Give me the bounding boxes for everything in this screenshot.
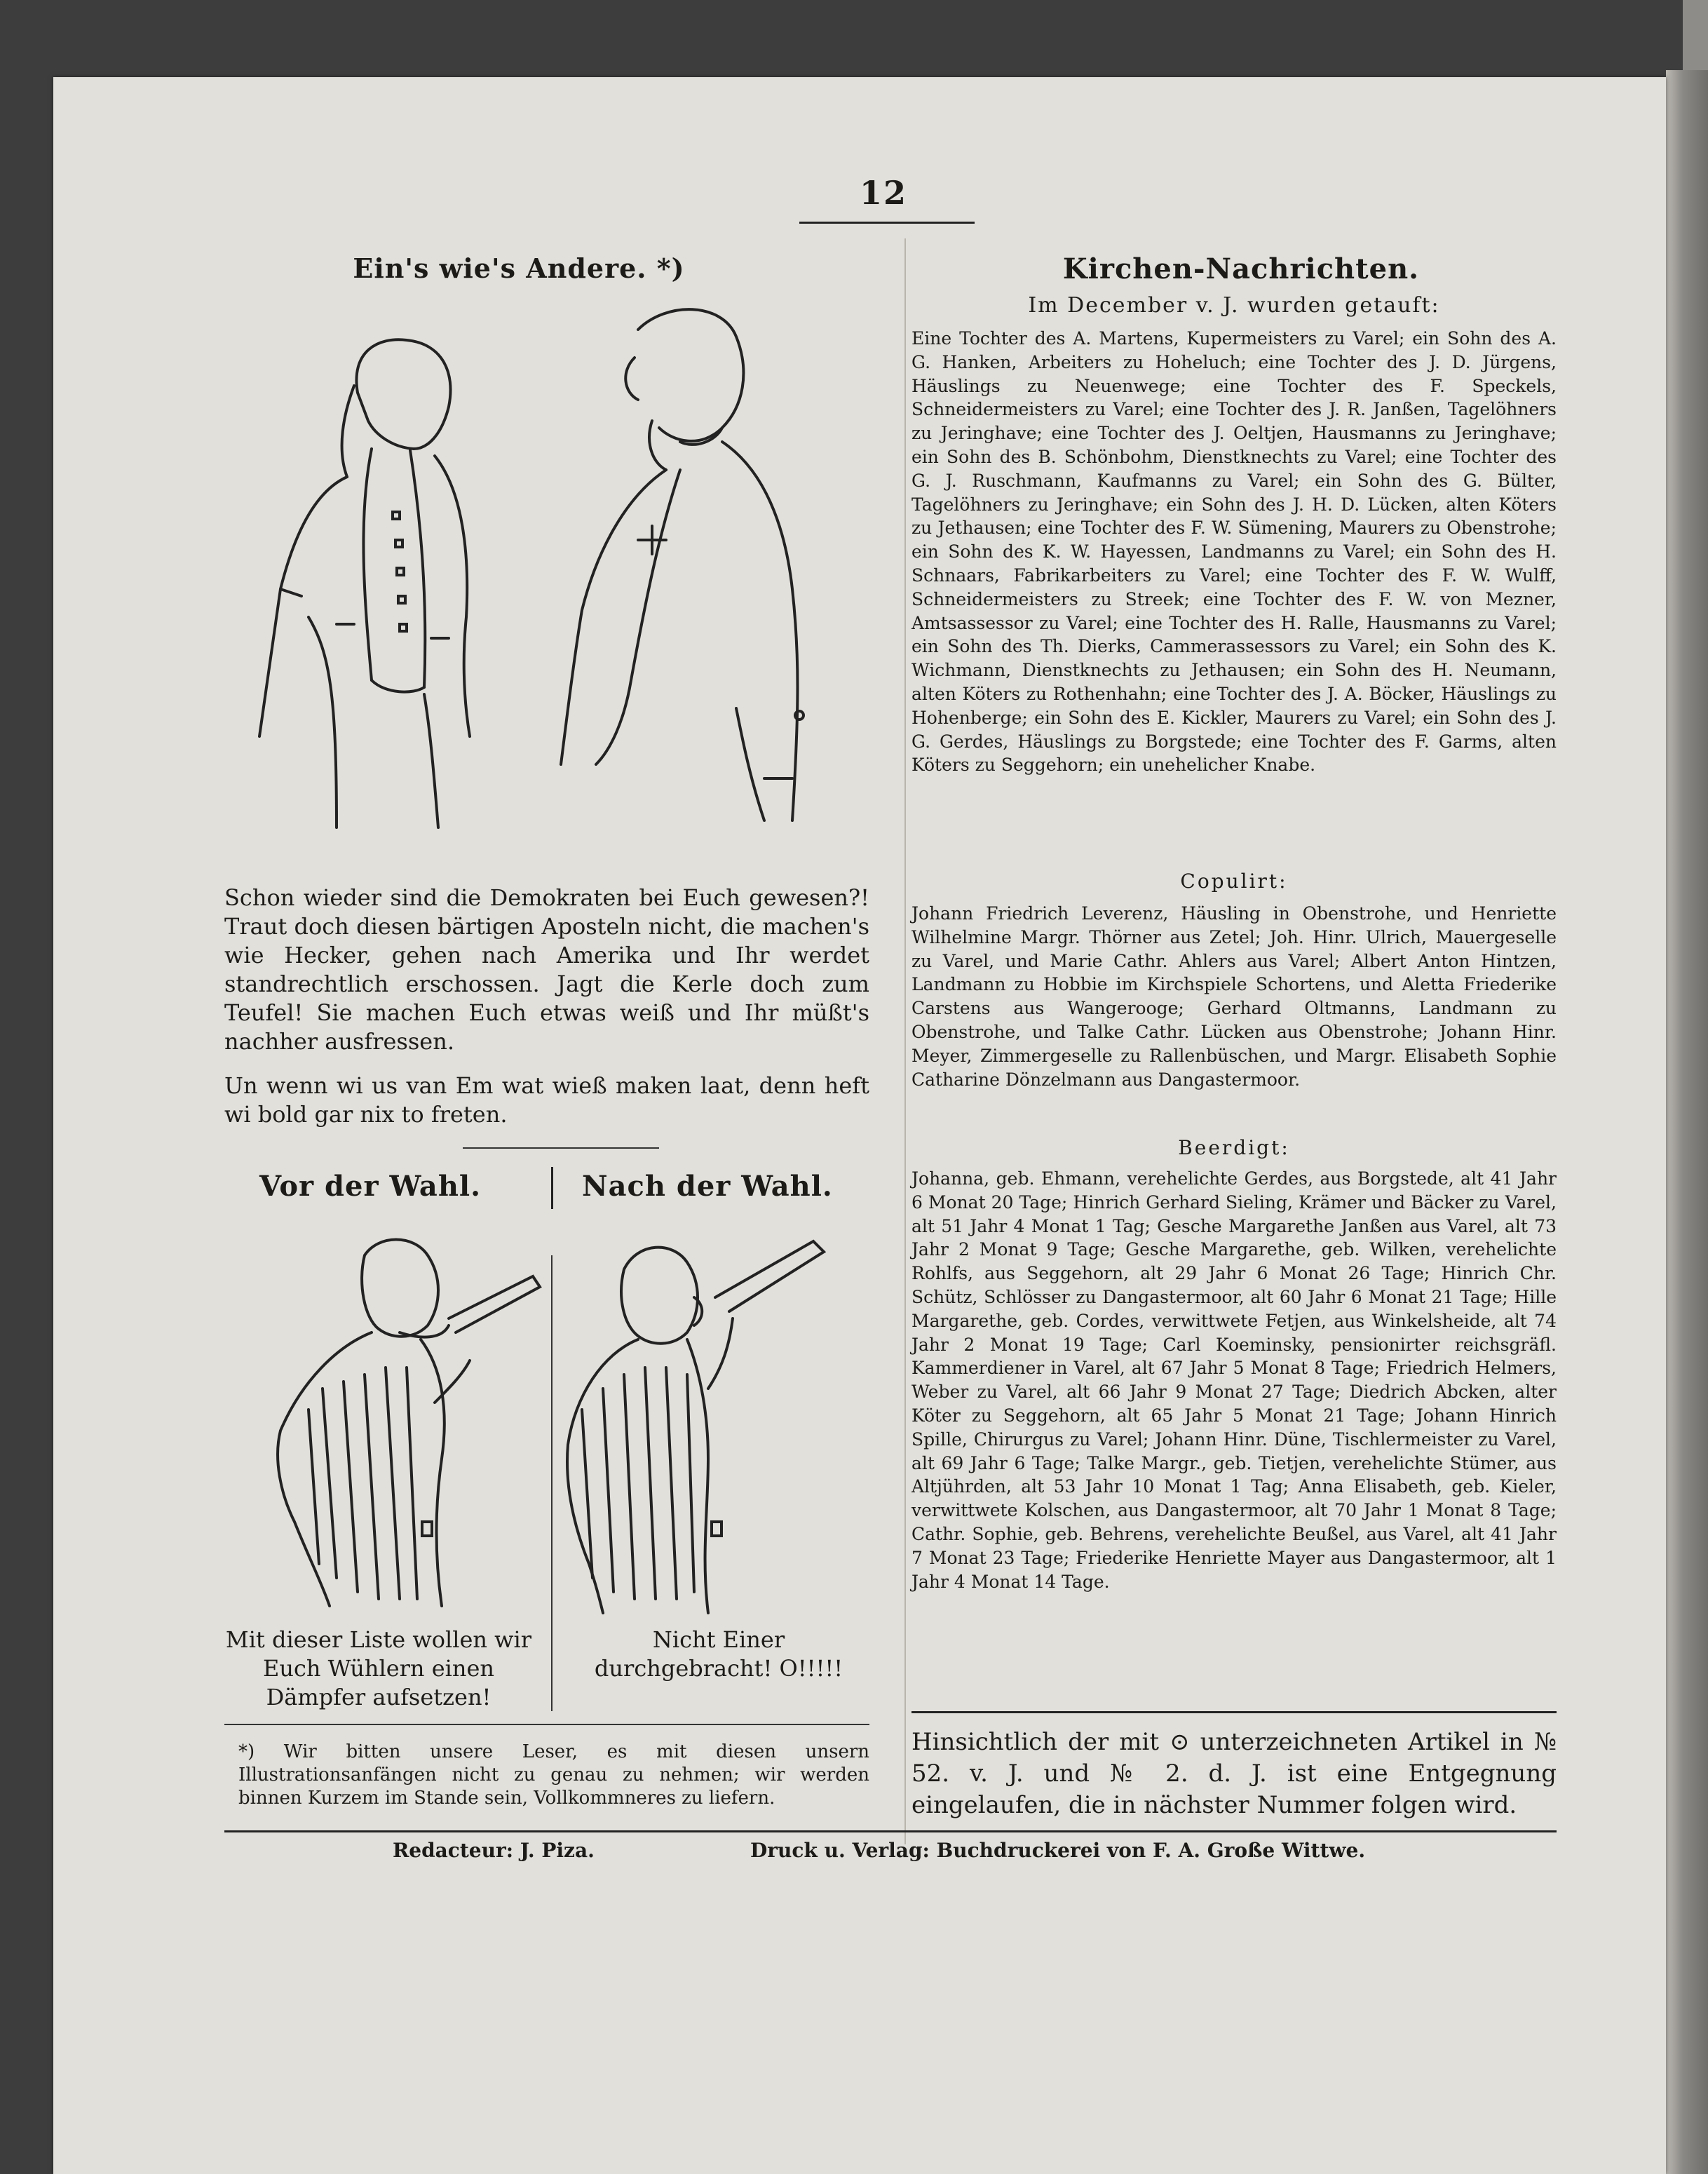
column-divider <box>904 238 906 1844</box>
page-number: 12 <box>859 174 907 212</box>
two-figures-illustration <box>231 288 848 835</box>
caption-after-election: Nicht Einer durchgebracht! O!!!!! <box>594 1626 843 1682</box>
publisher-line: Druck u. Verlag: Buchdruckerei von F. A. Große Wittwe. <box>750 1839 1366 1862</box>
baptism-list: Eine Tochter des A. Martens, Kupermeisters zu Varel; ein Sohn des A. G. Hanken, Arbeiters zu Hoheluch; eine Tochter des J. D. Jürgens, Häuslings zu Neuenwege; eine Tochter des F. Speckels, Schneidermeisters zu Varel; eine Tochter des J. R. Janßen, Tagelöhners zu Jeringhave; eine Tochter des J. Oeltjen, Hausmanns zu Jeringhave; ein Sohn des B. Schönbohm, Dienstknechts zu Varel; eine Tochter des G. J. Ruschmann, Kaufmanns zu Varel; ein Sohn des G. Bülter, Tagelöhners zu Jeringhave; ein Sohn des J. H. D. Lücken, alten Köters zu Jethausen; eine Tochter des F. W. Sümening, Maurers zu Obenstrohe; ein Sohn des K. W. Hayessen, Landmanns zu Varel; ein Sohn des H. Schnaars, Fabrikarbeiters zu Varel; eine Tochter des F. W. Wulff, Schneidermeisters zu Streek; eine Tochter des F. W. von Mezner, Amtsassessor zu Varel; eine Tochter des H. Ralle, Hausmanns zu Varel; ein Sohn des Th. Dierks, Cammerassessors zu Varel; ein Sohn des K. Wichmann, Dienstknechts zu Jethausen; ein Sohn des H. Neumann, alten Köters zu Rothenhahn; eine Tochter des J. A. Böcker, Häuslings zu Hohenberge; ein Sohn des E. Kickler, Maurers zu Varel; ein Sohn des J. G. Gerdes, Häuslings zu Borgstede; eine Tochter des F. Garms, alten Köters zu Seggehorn; ein unehelicher Knabe. <box>911 328 1557 776</box>
copulirt-heading: Copulirt: <box>1180 870 1288 893</box>
left-paragraph-2: Un wenn wi us van Em wat wieß maken laat, denn heft wi bold gar nix to freten. <box>224 1072 869 1128</box>
page-number-rule <box>799 222 975 224</box>
baptism-intro: Im December v. J. wurden getauft: <box>1028 293 1440 318</box>
footnote-rule <box>224 1724 869 1725</box>
beerdigt-heading: Beerdigt: <box>1178 1136 1290 1159</box>
notice-text: Hinsichtlich der mit ⊙ unterzeichneten Artikel in № 52. v. J. und № 2. d. J. ist eine Entgegnung eingelaufen, die in nächster Nummer folgen wird. <box>911 1728 1557 1819</box>
footnote: *) Wir bitten unsere Leser, es mit diesen unsern Illustrationsanfängen nicht zu genau zu nehmen; wir werden binnen Kurzem im Stande sein, Vollkommneres zu liefern. <box>238 1741 869 1809</box>
copulirt-list: Johann Friedrich Leverenz, Häusling in Obenstrohe, und Henriette Wilhelmine Margr. Thörner aus Zetel; Joh. Hinr. Ulrich, Mauergeselle zu Varel, und Marie Cathr. Ahlers aus Varel; Albert Anton Hintzen, Landmann zu Hobbie im Kirchspiele Schortens, und Aletta Friederike Carstens aus Wangerooge; Gerhard Oltmanns, Landmann zu Obenstrohe, und Talke Cathr. Lücken aus Obenstrohe; Johann Hinr. Meyer, Zimmergeselle zu Rallenbüschen, und Margr. Elisabeth Sophie Catharine Dönzelmann aus Dangastermoor. <box>911 903 1557 1090</box>
caption-before-election: Mit dieser Liste wollen wir Euch Wühlern einen Dämpfer aufsetzen! <box>225 1626 532 1710</box>
background-strip <box>1683 0 1708 70</box>
illustration-separator <box>551 1255 553 1711</box>
nach-der-wahl-heading: Nach der Wahl. <box>582 1170 833 1203</box>
page-edge <box>1666 70 1708 2174</box>
vor-der-wahl-heading: Vor der Wahl. <box>259 1170 482 1203</box>
footer-rule <box>224 1830 1557 1832</box>
church-news-title: Kirchen-Nachrichten. <box>1062 252 1420 285</box>
beerdigt-list: Johanna, geb. Ehmann, verehelichte Gerdes, aus Borgstede, alt 41 Jahr 6 Monat 20 Tage; Hinrich Gerhard Sieling, Krämer und Bäcker zu Varel, alt 51 Jahr 4 Monat 1 Tag; Gesche Margarethe Janßen aus Varel, alt 73 Jahr 2 Monat 9 Tage; Gesche Margarethe, geb. Wilken, verehelichte Rohlfs, aus Seggehorn, alt 29 Jahr 6 Monat 26 Tage; Hinrich Chr. Schütz, Schlösser zu Dangastermoor, alt 60 Jahr 6 Monat 21 Tage; Hille Margarethe, geb. Cordes, verwittwete Fetjen, aus Winkelsheide, alt 74 Jahr 2 Monat 19 Tage; Carl Koeminsky, pensionirter reichsgräfl. Kammerdiener in Varel, alt 67 Jahr 5 Monat 8 Tage; Friedrich Helmers, Weber zu Varel, alt 66 Jahr 9 Monat 27 Tage; Diedrich Abcken, alter Köter zu Seggehorn, alt 65 Jahr 5 Monat 21 Tage; Johann Hinrich Spille, Chirurgus zu Varel; Johann Hinr. Düne, Tischlermeister zu Varel, alt 69 Jahr 6 Tage; Talke Margr., geb. Tietjen, verehelichte Stümer, aus Altjührden, alt 53 Jahr 10 Monat 1 Tag; Anna Elisabeth, geb. Kieler, verwittwete Kolschen, aus Dangastermoor, alt 70 Jahr 1 Monat 8 Tage; Cathr. Sophie, geb. Behrens, verehelichte Beußel, aus Varel, alt 41 Jahr 7 Monat 23 Tage; Friederike Henriette Mayer aus Dangastermoor, alt 1 Jahr 4 Monat 14 Tage. <box>911 1168 1557 1592</box>
after-election-illustration <box>561 1227 869 1620</box>
heading-separator <box>551 1167 553 1209</box>
redacteur-line: Redacteur: J. Piza. <box>393 1839 595 1862</box>
left-paragraph-1: Schon wieder sind die Demokraten bei Euch gewesen?! Traut doch diesen bärtigen Aposteln nicht, die machen's wie Hecker, gehen nach Amerika und Ihr werdet standrechtlich erschossen. Jagt die Kerle doch zum Teufel! Sie machen Euch etwas weiß und Ihr müßt's nachher ausfressen. <box>224 884 869 1055</box>
before-election-illustration <box>238 1227 547 1620</box>
left-article-title: Ein's wie's Andere. *) <box>353 252 685 284</box>
notice-rule <box>911 1711 1557 1713</box>
section-divider <box>463 1147 659 1149</box>
